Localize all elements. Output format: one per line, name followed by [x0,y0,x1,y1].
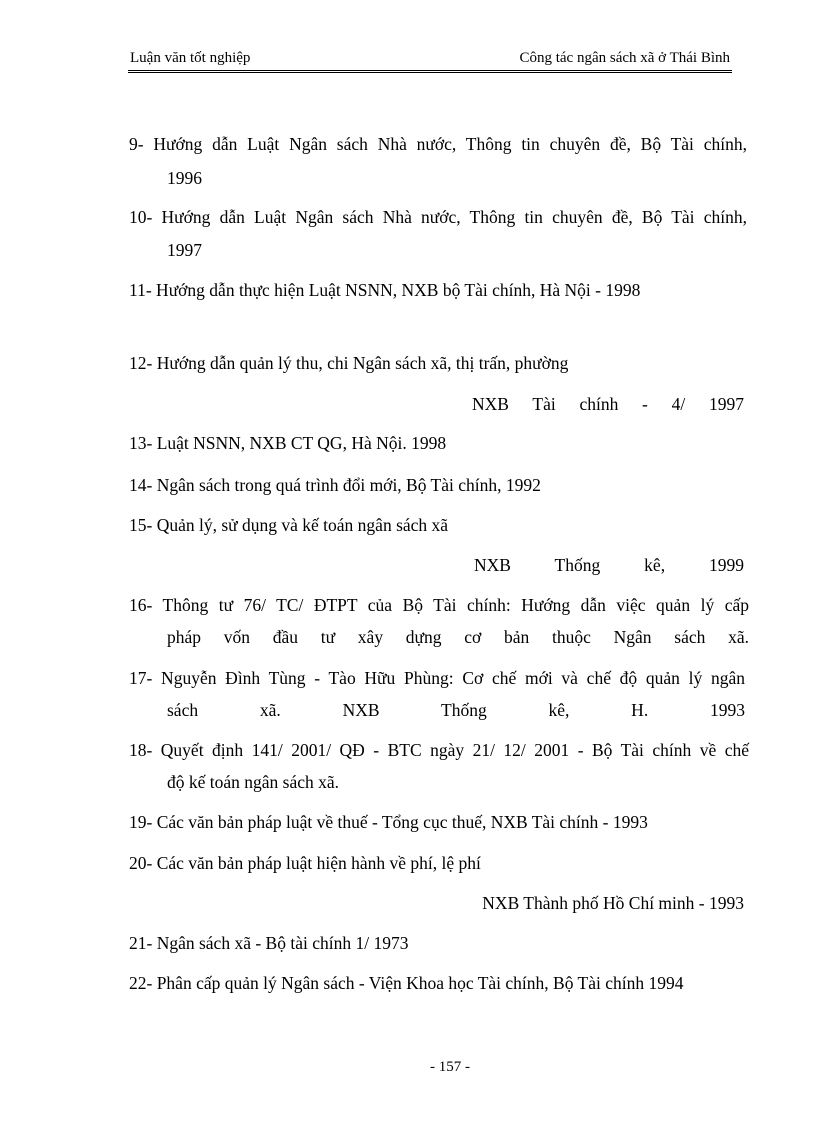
ref-13: 13- Luật NSNN, NXB CT QG, Hà Nội. 1998 [129,433,447,453]
ref-15-line1: 15- Quản lý, sử dụng và kế toán ngân sách xã [129,515,449,535]
header-right-title: Công tác ngân sách xã ở Thái Bình [519,50,730,66]
ref-10-line2: 1997 [167,240,202,260]
page-number: - 157 - [430,1059,470,1075]
ref-20-line1: 20- Các văn bản pháp luật hiện hành về phí, lệ phí [129,853,481,873]
ref-20-line2: NXB Thành phố Hồ Chí minh - 1993 [482,893,744,913]
ref-9-line2: 1996 [167,168,202,188]
ref-12-line1: 12- Hướng dẫn quản lý thu, chi Ngân sách xã, thị trấn, phường [129,353,569,373]
ref-16-line1: 16- Thông tư 76/ TC/ ĐTPT của Bộ Tài chính: Hướng dẫn việc quản lý cấp [129,595,749,615]
ref-19: 19- Các văn bản pháp luật về thuế - Tổng cục thuế, NXB Tài chính - 1993 [129,812,648,832]
ref-21: 21- Ngân sách xã - Bộ tài chính 1/ 1973 [129,933,409,953]
ref-11: 11- Hướng dẫn thực hiện Luật NSNN, NXB bộ Tài chính, Hà Nội - 1998 [129,280,641,300]
ref-16-line2: pháp vốn đầu tư xây dựng cơ bản thuộc Ngân sách xã. [167,627,749,647]
ref-12-line2: NXB Tài chính - 4/ 1997 [472,394,744,414]
ref-15-line2: NXB Thống kê, 1999 [474,555,744,575]
ref-17-line2: sách xã. NXB Thống kê, H. 1993 [167,700,745,720]
ref-18-line1: 18- Quyết định 141/ 2001/ QĐ - BTC ngày 21/ 12/ 2001 - Bộ Tài chính về chế [129,740,749,760]
ref-10-line1: 10- Hướng dẫn Luật Ngân sách Nhà nước, Thông tin chuyên đề, Bộ Tài chính, [129,207,747,227]
page-header [128,48,732,73]
ref-17-line1: 17- Nguyễn Đình Tùng - Tào Hữu Phùng: Cơ chế mới và chế độ quản lý ngân [129,668,745,688]
header-left-title: Luận văn tốt nghiệp [130,50,251,66]
ref-14: 14- Ngân sách trong quá trình đổi mới, Bộ Tài chính, 1992 [129,475,541,495]
ref-22: 22- Phân cấp quản lý Ngân sách - Viện Khoa học Tài chính, Bộ Tài chính 1994 [129,973,684,993]
ref-9-line1: 9- Hướng dẫn Luật Ngân sách Nhà nước, Thông tin chuyên đề, Bộ Tài chính, [129,134,747,154]
ref-18-line2: độ kế toán ngân sách xã. [167,772,340,792]
